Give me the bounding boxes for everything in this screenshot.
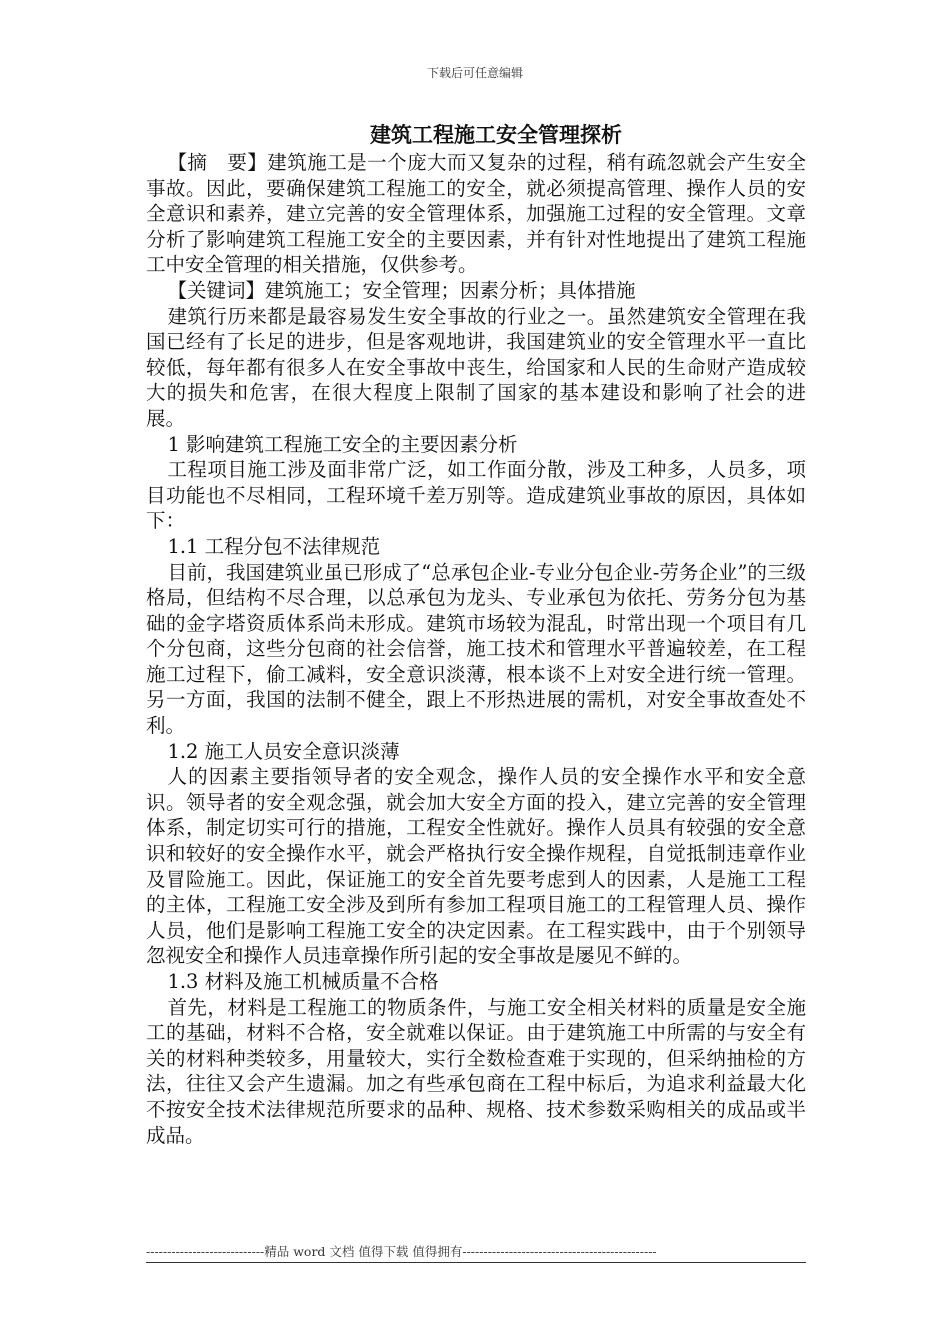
subsection-heading-1-2: 1.2 施工人员安全意识淡薄: [167, 739, 400, 763]
abstract-paragraph: 【摘 要】建筑施工是一个庞大而又复杂的过程，稍有疏忽就会产生安全事故。因此，要确保建筑工程施工的安全，就必须提高管理、操作人员的安全意识和素养，建立完善的安全管理体系，加强施工过程的安全管理。文章分析了影响建筑工程施工安全的主要因素，并有针对性地提出了建筑工程施工中安全管理的相关措施，仅供参考。: [146, 151, 806, 277]
header-note: 下载后可任意编辑: [426, 66, 523, 80]
subsection-1-2-paragraph: 人的因素主要指领导者的安全观念，操作人员的安全操作水平和安全意识。领导者的安全观念强，就会加大安全方面的投入，建立完善的安全管理体系，制定切实可行的措施，工程安全性就好。操作人员具有较强的安全意识和较好的安全操作水平，就会严格执行安全操作规程，自觉抵制违章作业及冒险施工。因此，保证施工的安全首先要考虑到人的因素，人是施工工程的主体，工程施工安全涉及到所有参加工程项目施工的工程管理人员、操作人员，他们是影响工程施工安全的决定因素。在工程实践中，由于个别领导忽视安全和操作人员违章操作所引起的安全事故是屡见不鲜的。: [146, 765, 806, 968]
section-1-paragraph: 工程项目施工涉及面非常广泛，如工作面分散，涉及工种多，人员多，项目功能也不尽相同，工程环境千差万别等。造成建筑业事故的原因，具体如下：: [146, 458, 806, 533]
subsection-heading-1-3: 1.3 材料及施工机械质量不合格: [167, 970, 439, 993]
subsection-1-1-paragraph: 目前，我国建筑业虽已形成了“总承包企业-专业分包企业-劳务企业”的三级格局，但结构不尽合理，以总承包为龙头、专业承包为依托、劳务分包为基础的金字塔资质体系尚未形成。建筑市场较为混乱，时常出现一个项目有几个分包商，这些分包商的社会信誉，施工技术和管理水平普遍较差，在工程施工过程下，偷工减料，安全意识淡薄，根本谈不上对安全进行统一管理。另一方面，我国的法制不健全，跟上不形热进展的需机，对安全事故查处不利。: [146, 560, 806, 738]
keywords-paragraph: 【关键词】建筑施工；安全管理；因素分析；具体措施: [167, 278, 636, 302]
document-body: [146, 120, 806, 1148]
subsection-1-3-paragraph: 首先，材料是工程施工的物质条件，与施工安全相关材料的质量是安全施工的基础，材料不合格，安全就难以保证。由于建筑施工中所需的与安全有关的材料种类较多，用量较大，实行全数检查难于实现的，但采纳抽检的方法，往往又会产生遗漏。加之有些承包商在工程中标后，为追求利益最大化不按安全技术法律规范所要求的品种、规格、技术参数采购相关的成品或半成品。: [146, 995, 806, 1147]
intro-paragraph: 建筑行历来都是最容易发生安全事故的行业之一。虽然建筑安全管理在我国已经有了长足的进步，但是客观地讲，我国建筑业的安全管理水平一直比较低，每年都有很多人在安全事故中丧生，给国家和人民的生命财产造成较大的损失和危害，在很大程度上限制了国家的基本建设和影响了社会的进展。: [146, 304, 806, 430]
section-heading-1: 1 影响建筑工程施工安全的主要因素分析: [167, 432, 518, 456]
document-title: 建筑工程施工安全管理探析: [370, 122, 622, 147]
subsection-heading-1-1: 1.1 工程分包不法律规范: [167, 534, 381, 558]
footer-divider: [146, 1262, 806, 1263]
footer-note: ----------------------------精品 word 文档 值得下载 值得拥有----------------------------------------------: [146, 1244, 657, 1259]
